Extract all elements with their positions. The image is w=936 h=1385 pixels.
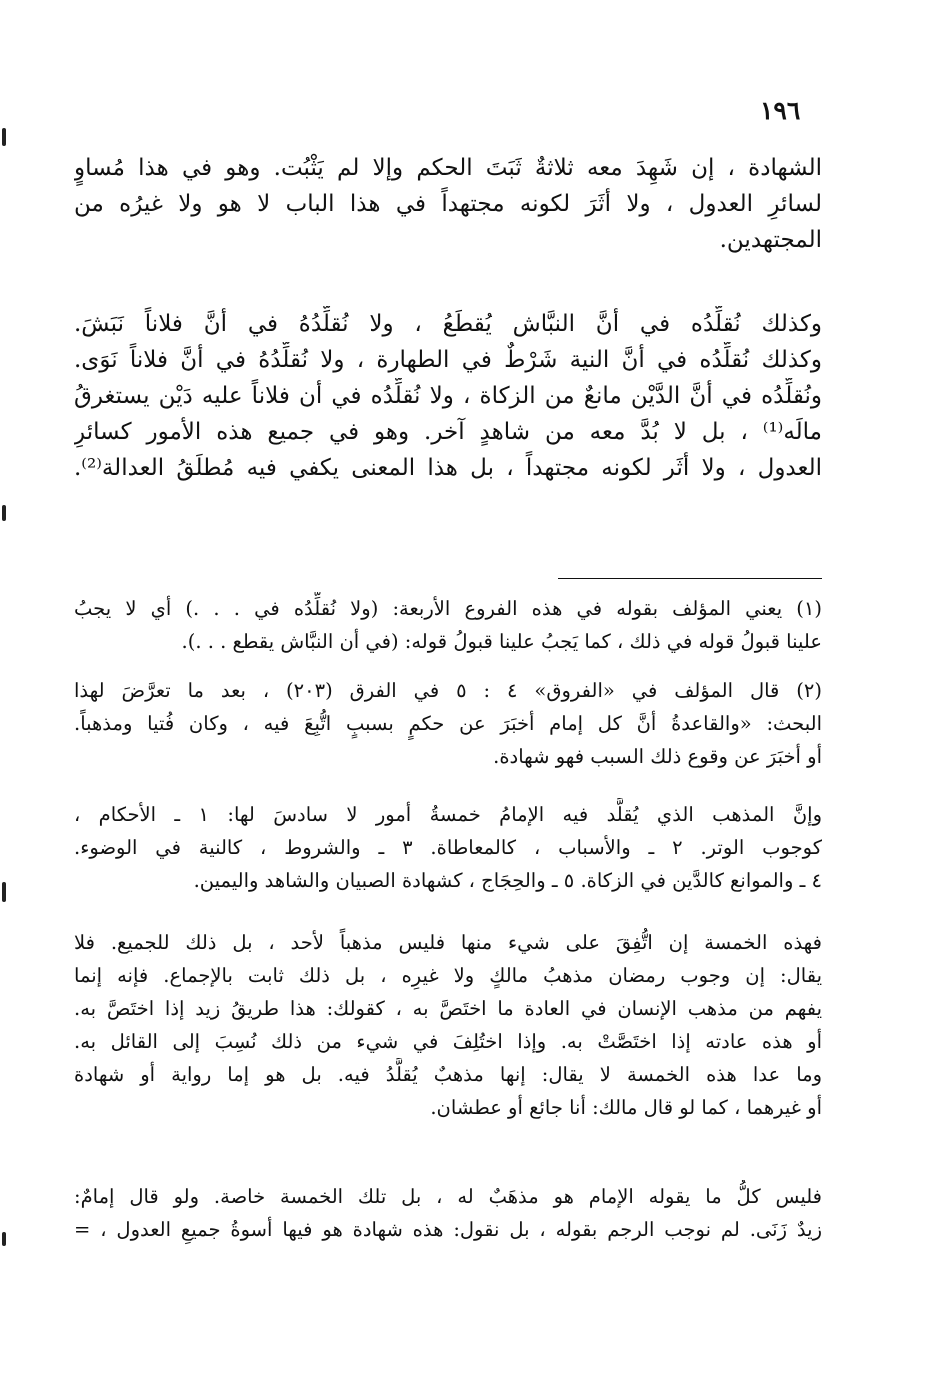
footnote-line: أو هذه عادته إذا اختَصَّتْ به. وإذا اختُلِفَ في شيء من ذلك نُسِبَ إلى القائل به. bbox=[74, 1030, 822, 1053]
footnote-line: أو غيرهما ، كما لو قال مالك: أنا جائع أو عطشان. bbox=[430, 1096, 822, 1119]
footnote-2-continued-b bbox=[74, 926, 822, 1124]
scan-margin-mark bbox=[2, 882, 6, 902]
footnote-2-continued-c bbox=[74, 1180, 822, 1246]
footnote-line: البحث: «والقاعدةُ أنَّ كل إمام أخبَرَ عن حكمٍ بسببٍ اتُّبِعَ فيه ، وكان فُتيا ومذهباً. bbox=[74, 712, 822, 735]
footnote-line: أو أخبَرَ عن وقوع ذلك السبب فهو شهادة. bbox=[493, 745, 822, 768]
footnote-line: كوجوب الوتر. ٢ ـ والأسباب ، كالمعاطاة. ٣ ـ والشروط ، كالنية في الوضوء. bbox=[74, 836, 822, 859]
scan-margin-mark bbox=[2, 128, 6, 146]
main-paragraph-2 bbox=[74, 306, 822, 486]
footnote-line: (٢) قال المؤلف في «الفروق» ٤ : ٥ في الفرق (٢٠٣) ، بعد ما تعرَّضَ لهذا bbox=[74, 679, 822, 702]
main-paragraph-1 bbox=[74, 150, 822, 258]
scan-margin-mark bbox=[2, 1232, 6, 1246]
footnote-line: (١) يعني المؤلف بقوله في هذه الفروع الأربعة: (ولا نُقلِّدُه في . . .) أي لا يجبُ bbox=[74, 597, 822, 620]
text-line: مالَه⁽¹⁾ ، بل لا بُدَّ معه من شاهدٍ آخر. وهو في جميع هذه الأمور كسائرِ bbox=[74, 419, 822, 445]
scan-margin-mark bbox=[2, 505, 6, 521]
footnote-2-continued-a bbox=[74, 798, 822, 897]
footnote-line: زيدٌ زَنَى. لم نوجب الرجم بقوله ، بل نقول: هذه شهادة هو فيها أسوةُ جميعِ العدول ، = bbox=[74, 1218, 822, 1241]
footnote-line: فهذه الخمسة إن اتُّفِقَ على شيء منها فليس مذهباً لأحد ، بل ذلك للجميع. فلا bbox=[74, 931, 822, 954]
footnote-line: يفهم من مذهب الإنسان في العادة ما اختَصَّ به ، كقولك: هذا طريقُ زيد إذا اختَصَّ به. bbox=[74, 997, 822, 1020]
text-line: وكذلك نُقلِّدُه في أنَّ النية شَرْطٌ في الطهارة ، ولا نُقلِّدُهُ في أنَّ فلاناً نَوَى. bbox=[74, 347, 822, 373]
text-line: المجتهدين. bbox=[719, 227, 822, 253]
footnote-line: فليس كلُّ ما يقوله الإمام هو مذهَبٌ له ، بل تلك الخمسة خاصة. ولو قال إمامٌ: bbox=[74, 1185, 822, 1208]
text-line: الشهادة ، إن شَهِدَ معه ثلاثةٌ ثَبَتَ الحكم وإلا لم يَثْبُت. وهو في هذا مُساوٍ bbox=[74, 155, 822, 181]
text-line: وكذلك نُقلِّدُه في أنَّ النبَّاش يُقطَعُ ، ولا نُقلِّدُهُ في أنَّ فلاناً نَبَشَ. bbox=[74, 311, 822, 337]
footnote-line: يقال: إن وجوب رمضان مذهبُ مالكٍ ولا غيرِه ، بل ذلك ثابت بالإجماع. فإنه إنما bbox=[74, 964, 822, 987]
text-line: العدول ، ولا أثَر لكونه مجتهداً ، بل هذا المعنى يكفي فيه مُطلَقُ العدالة⁽²⁾. bbox=[74, 455, 822, 481]
footnote-line: علينا قبولُ قوله في ذلك ، كما يَجبُ علينا قبولُ قوله: (في أن النبَّاش يقطع . . .). bbox=[181, 630, 822, 653]
footnote-2 bbox=[74, 674, 822, 773]
page-number: ١٩٦ bbox=[760, 96, 801, 125]
footnote-line: ٤ ـ والموانع كالدَّين في الزكاة. ٥ ـ والحِجَاج ، كشهادة الصبيان والشاهد واليمين. bbox=[193, 869, 822, 892]
footnote-line: وما عدا هذه الخمسة لا يقال: إنها مذهبٌ يُقلَّدُ فيه. بل هو إما رواية أو شهادة bbox=[74, 1063, 822, 1086]
footnote-separator bbox=[558, 578, 822, 579]
footnote-1 bbox=[74, 592, 822, 658]
footnote-line: وإنَّ المذهب الذي يُقلَّد فيه الإمامُ خمسةُ أمور لا سادسَ لها: ١ ـ الأحكام ، bbox=[74, 803, 822, 826]
text-line: ونُقلِّدُه في أنَّ الدَّيْن مانعٌ من الزكاة ، ولا نُقلِّدُه في أن فلاناً عليه دَيْن يستغرقُ bbox=[74, 383, 822, 409]
text-line: لسائرِ العدول ، ولا أثَرَ لكونه مجتهداً في هذا الباب لا هو ولا غيرُه من bbox=[74, 191, 822, 217]
